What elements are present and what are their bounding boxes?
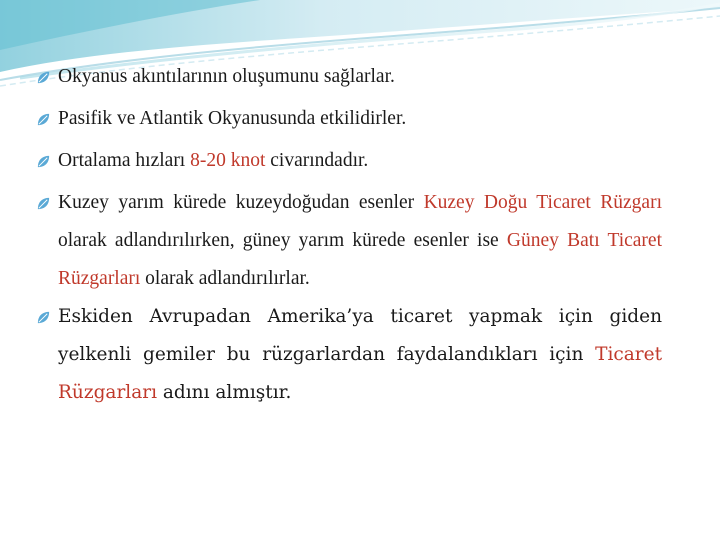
bullet-text: civarındadır. [265,150,369,171]
bullet-text: Ortalama hızları [58,150,191,171]
highlight-text: Kuzey Doğu Ticaret Rüzgarı [423,192,662,213]
bullet-item [32,298,662,412]
leaf-bullet-icon [32,298,54,336]
bullet-text: olarak adlandırılırlar. [140,268,310,289]
bullet-text: Eskiden Avrupadan Amerika’ya ticaret yapmak için giden yelkenli gemiler bu rüzgarlardan faydalandıkları için [58,306,662,365]
bullet-list [32,58,662,412]
bullet-item [32,58,662,96]
bullet-text: Kuzey yarım kürede kuzeydoğudan esenler [58,192,424,213]
leaf-bullet-icon [32,100,54,138]
highlight-text: Ticaret Rüzgarları [58,344,662,403]
bullet-item [32,142,662,180]
highlight-text: Güney Batı Ticaret Rüzgarları [58,230,662,289]
bullet-text: adını almıştır. [157,382,292,403]
bullet-item [32,184,662,298]
bullet-item [32,100,662,138]
highlight-text: 8-20 knot [190,150,266,171]
leaf-bullet-icon [32,142,54,180]
bullet-text: olarak adlandırılırken, güney yarım kürede esenler ise [58,230,507,251]
leaf-bullet-icon [32,184,54,222]
bullet-text: Pasifik ve Atlantik Okyanusunda etkilidirler. [58,108,407,129]
leaf-bullet-icon [32,58,54,96]
bullet-text: Okyanus akıntılarının oluşumunu sağlarlar. [58,66,395,87]
